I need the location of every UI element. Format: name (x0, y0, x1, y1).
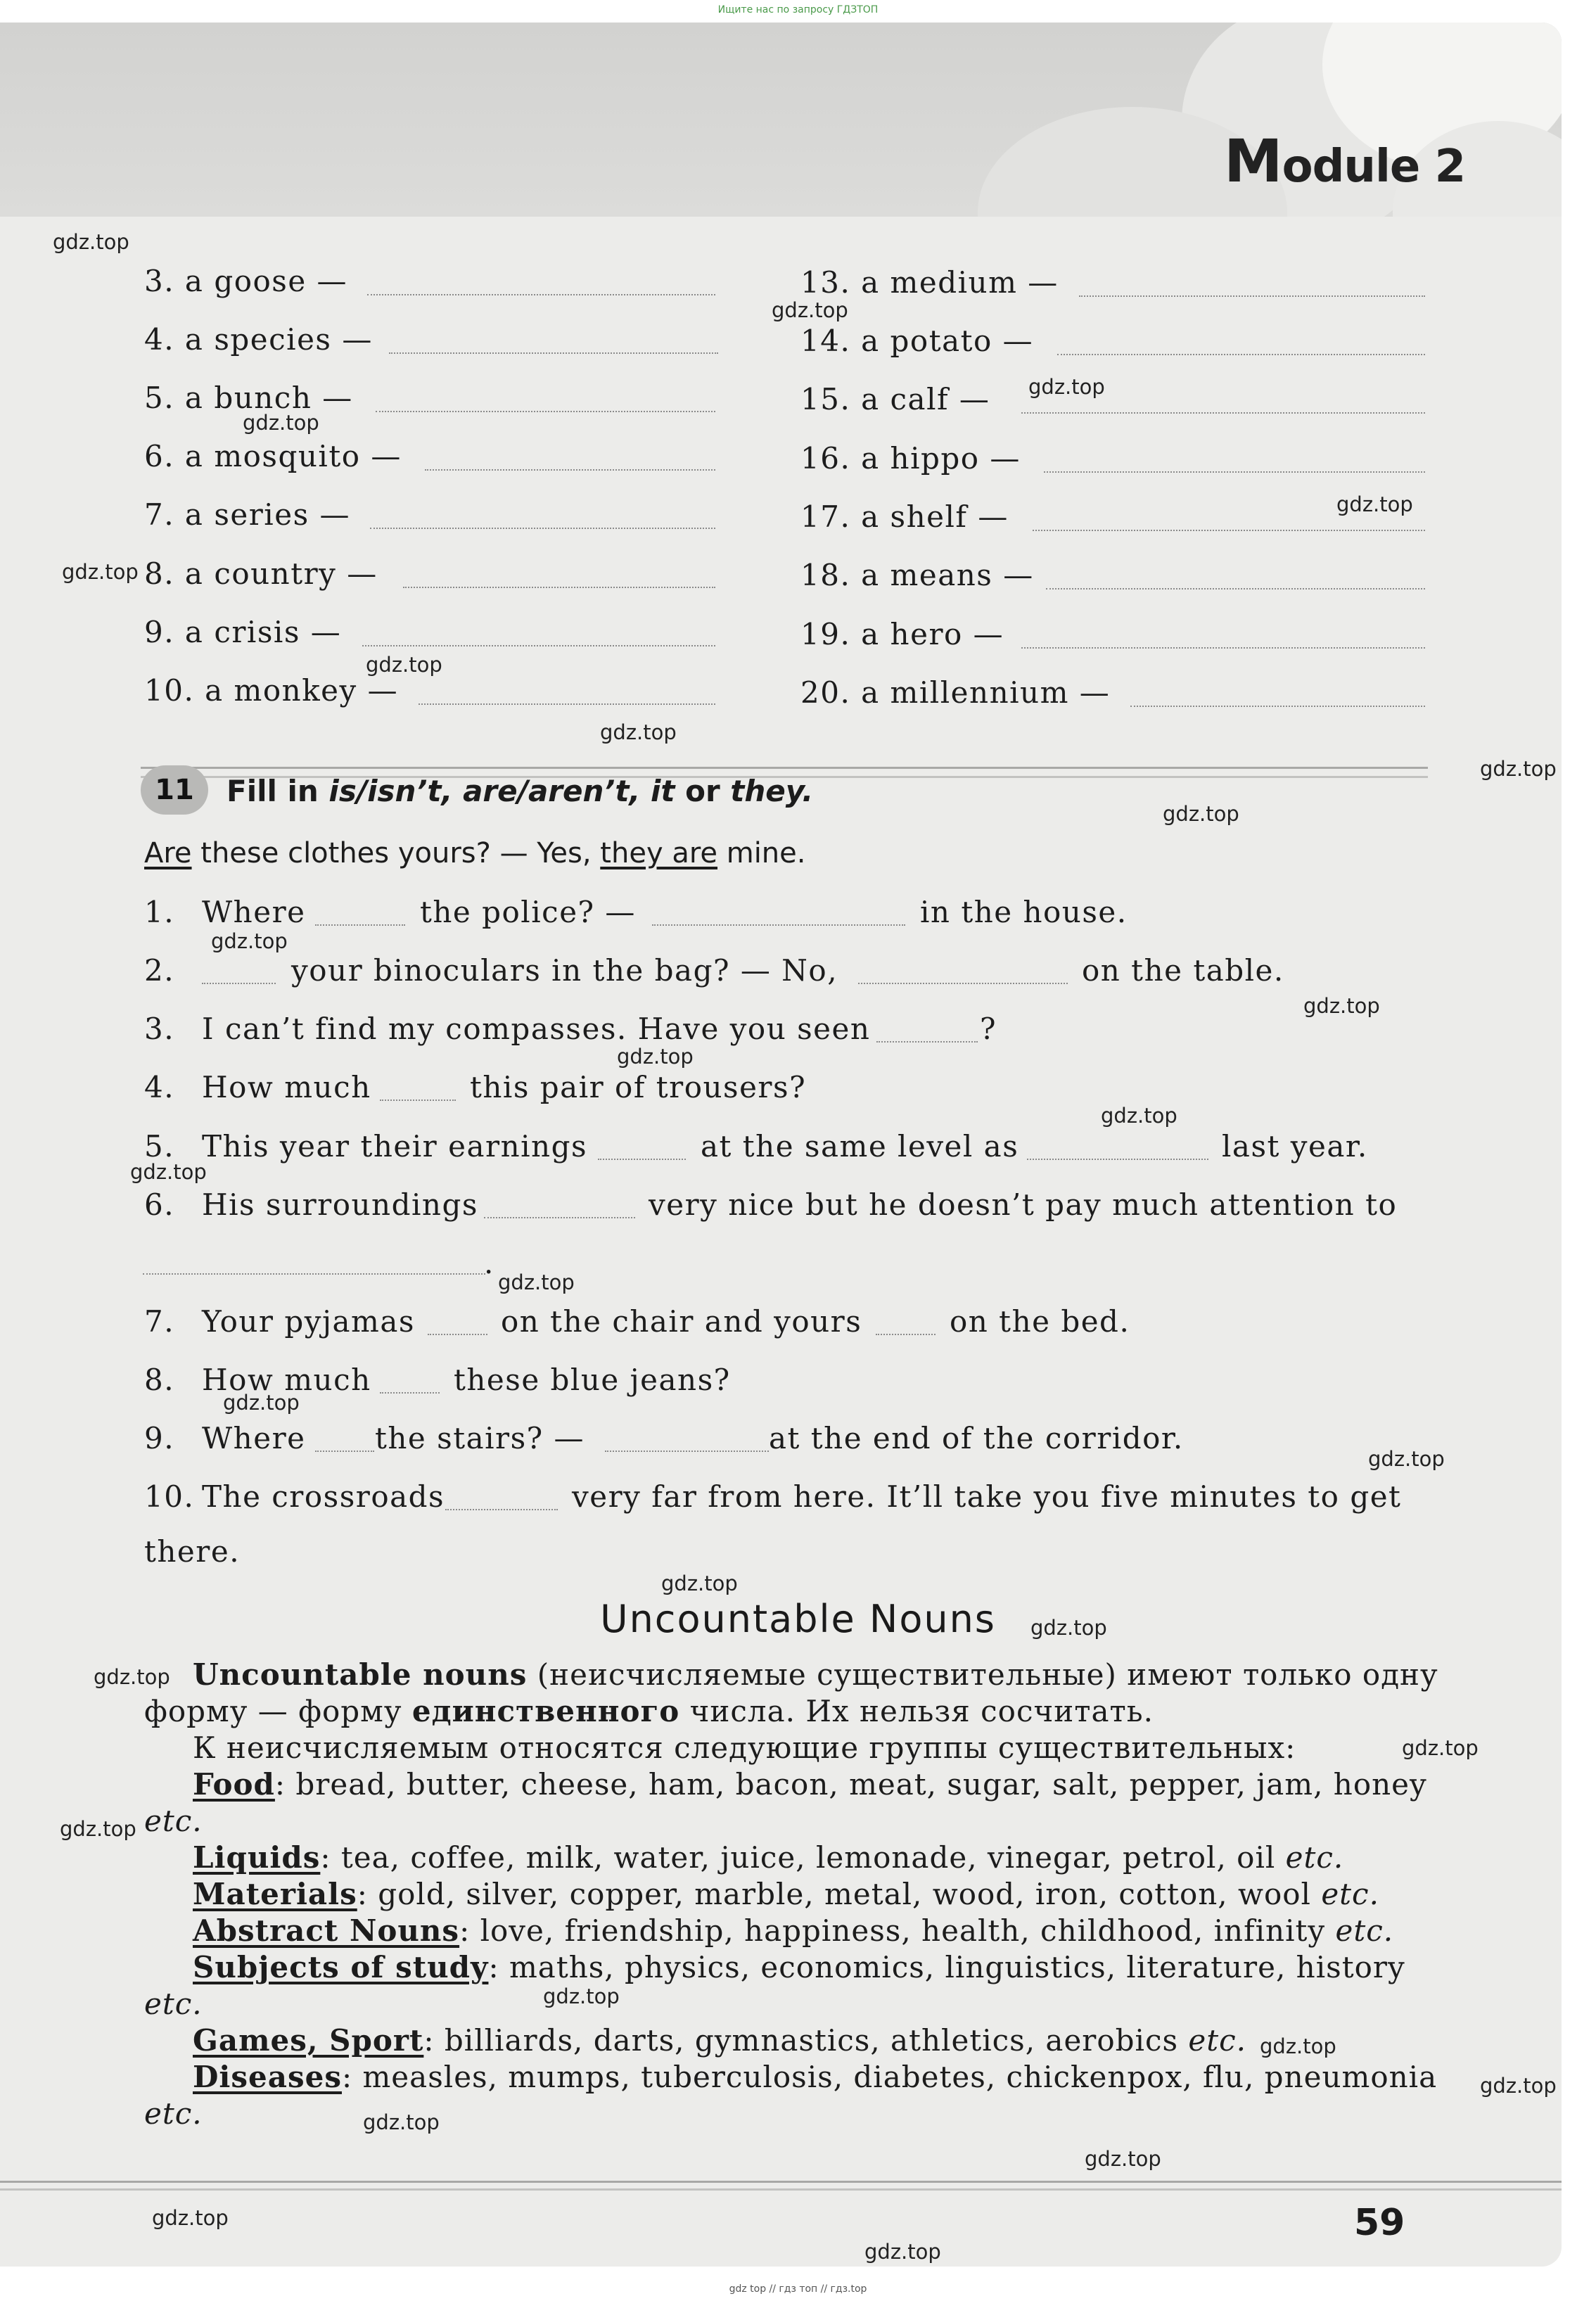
section-title: Uncountable Nouns (600, 1597, 996, 1641)
rule-intro: К неисчисляемым относятся следующие группы существительных: (193, 1730, 1296, 1765)
answer-blank[interactable] (389, 352, 718, 354)
answer-blank[interactable] (858, 983, 1068, 984)
category-etc: etc. (144, 1804, 203, 1838)
rule-intro: форму — форму единственного числа. Их нельзя сосчитать. (144, 1694, 1154, 1728)
noun-item: 9. a crisis — (144, 615, 342, 649)
watermark: gdz.top (1368, 1447, 1445, 1471)
noun-item: 4. a species — (144, 322, 373, 357)
answer-blank[interactable] (484, 1217, 635, 1218)
answer-blank[interactable] (143, 1273, 485, 1275)
watermark: gdz.top (1028, 375, 1105, 399)
watermark: gdz.top (1480, 2074, 1557, 2098)
sentence-text: I can’t find my compasses. Have you seen (202, 1012, 871, 1046)
sentence-text: the stairs? — (375, 1421, 585, 1455)
answer-blank[interactable] (362, 645, 715, 646)
noun-item: 20. a millennium — (800, 675, 1111, 710)
noun-item: 13. a medium — (800, 265, 1059, 300)
noun-item: 17. a shelf — (800, 499, 1009, 534)
answer-blank[interactable] (370, 528, 715, 529)
noun-item: 3. a goose — (144, 264, 348, 298)
watermark: gdz.top (1085, 2147, 1161, 2171)
answer-blank[interactable] (1021, 647, 1425, 649)
sentence-number: 5. (144, 1129, 175, 1164)
watermark: gdz.top (363, 2110, 440, 2134)
answer-blank[interactable] (1033, 530, 1425, 531)
page-number: 59 (1354, 2202, 1405, 2244)
category-abstract-nouns: Abstract Nouns: love, friendship, happiness, health, childhood, infinity etc. (193, 1913, 1394, 1948)
sentence-text: your binoculars in the bag? — No, (291, 953, 838, 988)
sentence-text: Your pyjamas (202, 1304, 415, 1339)
watermark: gdz.top (1101, 1104, 1177, 1128)
watermark: gdz.top (1402, 1736, 1479, 1760)
sentence-number: 9. (144, 1421, 175, 1455)
answer-blank[interactable] (1021, 412, 1425, 414)
category-etc: etc. (144, 1987, 203, 2021)
exercise-example: Are these clothes yours? — Yes, they are mine. (144, 837, 806, 869)
top-note: Ищите нас по запросу ГДЗТОП (717, 4, 879, 15)
watermark: gdz.top (223, 1391, 300, 1415)
watermark: gdz.top (211, 929, 288, 953)
answer-blank[interactable] (445, 1509, 558, 1510)
module-title: Module 2 (1224, 127, 1466, 196)
noun-item: 15. a calf — (800, 382, 990, 416)
sentence-text: at the end of the corridor. (769, 1421, 1184, 1455)
answer-blank[interactable] (367, 294, 715, 295)
bottom-note: gdz top // гдз топ // гдз.top (729, 2283, 867, 2295)
sentence-number: 4. (144, 1070, 175, 1104)
answer-blank[interactable] (380, 1099, 456, 1101)
category-diseases: Diseases: measles, mumps, tuberculosis, diabetes, chickenpox, flu, pneumonia (193, 2060, 1438, 2094)
watermark: gdz.top (661, 1572, 738, 1595)
watermark: gdz.top (1030, 1616, 1107, 1640)
sentence-text: this pair of trousers? (470, 1070, 807, 1104)
watermark: gdz.top (366, 653, 442, 677)
watermark: gdz.top (243, 411, 319, 435)
sentence-text: on the table. (1082, 953, 1284, 988)
answer-blank[interactable] (876, 1041, 978, 1043)
sentence-number: 3. (144, 1012, 175, 1046)
sentence-text: . (484, 1246, 494, 1280)
answer-blank[interactable] (1079, 295, 1425, 297)
noun-item: 16. a hippo — (800, 441, 1021, 476)
sentence-number: 7. (144, 1304, 175, 1339)
noun-item: 5. a bunch — (144, 381, 353, 415)
answer-blank[interactable] (315, 1451, 374, 1452)
sentence-text: Where (202, 1421, 306, 1455)
sentence-text: How much (202, 1070, 371, 1104)
category-etc: etc. (144, 2096, 203, 2131)
category-subjects-of-study: Subjects of study: maths, physics, economics, linguistics, literature, history (193, 1950, 1405, 1984)
category-food: Food: bread, butter, cheese, ham, bacon, meat, sugar, salt, pepper, jam, honey (193, 1767, 1427, 1802)
sentence-text: at the same level as (701, 1129, 1019, 1164)
category-liquids: Liquids: tea, coffee, milk, water, juice, lemonade, vinegar, petrol, oil etc. (193, 1840, 1344, 1875)
exercise-title: Fill in is/isn’t, are/aren’t, it or they. (226, 774, 814, 808)
answer-blank[interactable] (1027, 1159, 1208, 1160)
sentence-text: How much (202, 1363, 371, 1397)
sentence-number: 2. (144, 953, 175, 988)
sentence-text: on the chair and yours (501, 1304, 862, 1339)
sentence-text: very far from here. It’ll take you five minutes to get (572, 1479, 1402, 1514)
sentence-text: the police? — (420, 895, 636, 929)
noun-item: 8. a country — (144, 556, 378, 591)
watermark: gdz.top (53, 230, 129, 254)
watermark: gdz.top (864, 2240, 941, 2264)
answer-blank[interactable] (1044, 471, 1425, 473)
sentence-number: 10. (144, 1479, 195, 1514)
noun-item: 19. a hero — (800, 617, 1004, 651)
watermark: gdz.top (543, 1984, 620, 2008)
answer-blank[interactable] (428, 1334, 487, 1335)
sentence-text: on the bed. (950, 1304, 1130, 1339)
watermark: gdz.top (60, 1817, 136, 1841)
sentence-text: The crossroads (202, 1479, 445, 1514)
noun-item: 18. a means — (800, 558, 1034, 592)
noun-item: 7. a series — (144, 497, 350, 532)
sentence-text: His surroundings (202, 1187, 478, 1222)
category-materials: Materials: gold, silver, copper, marble, metal, wood, iron, cotton, wool etc. (193, 1877, 1379, 1911)
category-games-sport: Games, Sport: billiards, darts, gymnastics, athletics, aerobics etc. (193, 2023, 1247, 2058)
watermark: gdz.top (600, 720, 677, 744)
answer-blank[interactable] (419, 703, 715, 705)
noun-item: 6. a mosquito — (144, 439, 402, 473)
answer-blank[interactable] (1130, 706, 1425, 707)
answer-blank[interactable] (315, 924, 405, 926)
answer-blank[interactable] (1046, 588, 1425, 589)
watermark: gdz.top (772, 298, 848, 322)
answer-blank[interactable] (380, 1392, 440, 1394)
watermark: gdz.top (130, 1160, 207, 1184)
watermark: gdz.top (617, 1045, 694, 1069)
sentence-text: ? (980, 1012, 997, 1046)
answer-blank[interactable] (403, 587, 715, 588)
watermark: gdz.top (62, 560, 139, 584)
sentence-text: there. (144, 1534, 241, 1569)
watermark: gdz.top (1480, 757, 1557, 781)
answer-blank[interactable] (652, 924, 905, 926)
sentence-text: these blue jeans? (454, 1363, 731, 1397)
answer-blank[interactable] (876, 1334, 936, 1335)
watermark: gdz.top (152, 2206, 229, 2230)
noun-item: 10. a monkey — (144, 673, 399, 708)
footer-divider (0, 2181, 1562, 2191)
sentence-text: in the house. (920, 895, 1128, 929)
watermark: gdz.top (1303, 994, 1380, 1018)
sentence-number: 1. (144, 895, 175, 929)
watermark: gdz.top (1163, 802, 1239, 826)
exercise-number-badge: 11 (141, 765, 208, 815)
watermark: gdz.top (94, 1665, 170, 1689)
watermark: gdz.top (498, 1270, 575, 1294)
sentence-text: very nice but he doesn’t pay much attention to (649, 1187, 1398, 1222)
noun-item: 14. a potato — (800, 324, 1034, 358)
answer-blank[interactable] (1057, 354, 1425, 355)
sentence-text: Where (202, 895, 306, 929)
rule-intro: Uncountable nouns (неисчисляемые существительные) имеют только одну (193, 1657, 1438, 1692)
answer-blank[interactable] (425, 469, 715, 471)
sentence-number: 6. (144, 1187, 175, 1222)
watermark: gdz.top (1336, 492, 1413, 516)
answer-blank[interactable] (605, 1451, 769, 1452)
sentence-number: 8. (144, 1363, 175, 1397)
answer-blank[interactable] (376, 411, 715, 412)
sentence-text: last year. (1222, 1129, 1368, 1164)
answer-blank[interactable] (598, 1159, 686, 1160)
watermark: gdz.top (1260, 2034, 1336, 2058)
sentence-text: This year their earnings (202, 1129, 588, 1164)
answer-blank[interactable] (202, 983, 276, 984)
